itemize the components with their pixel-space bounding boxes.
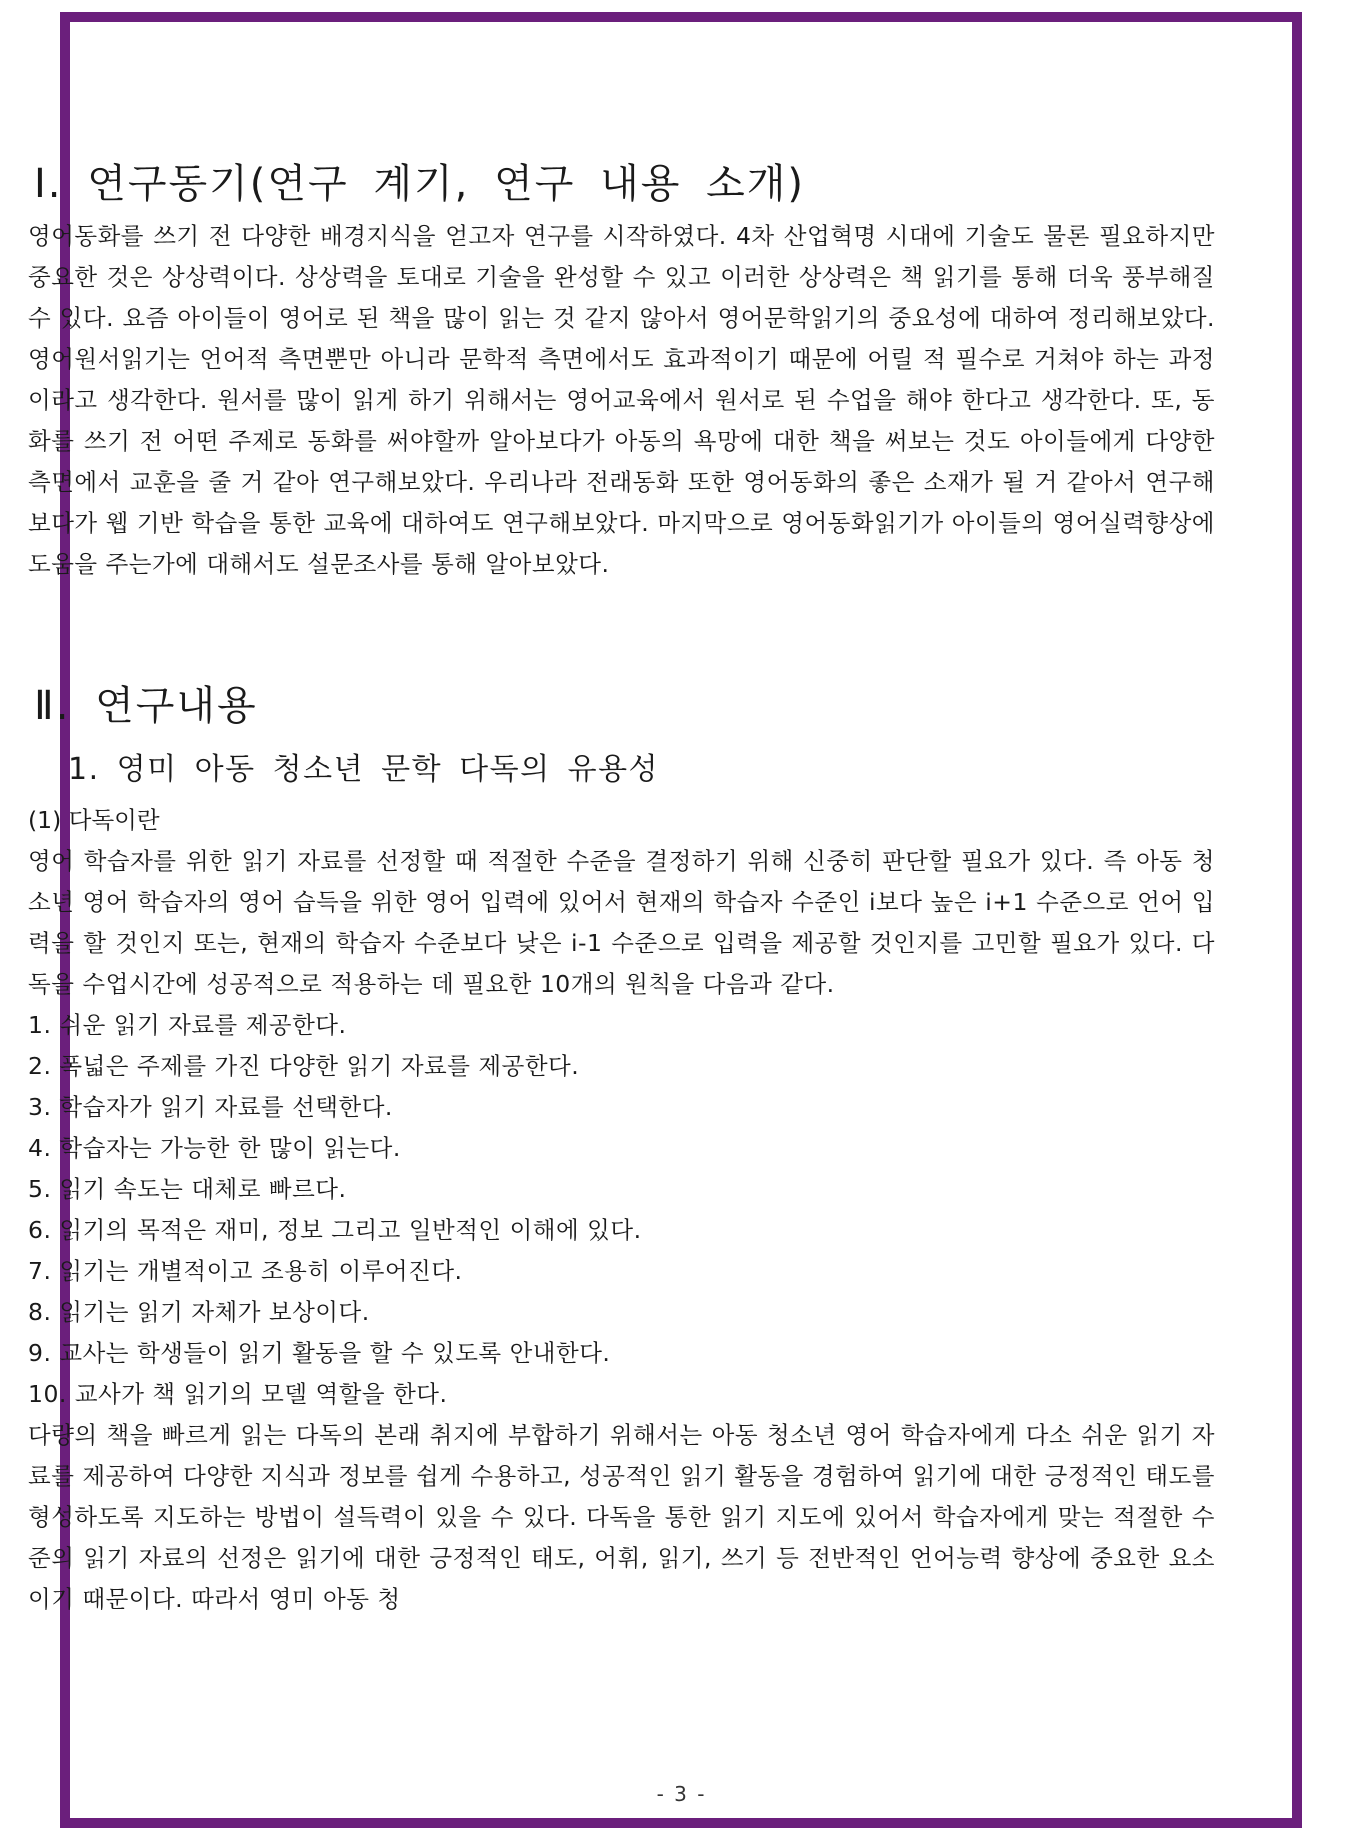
subsubsection-heading: (1) 다독이란 <box>28 806 160 834</box>
list-item: 3. 학습자가 읽기 자료를 선택한다. <box>28 1093 393 1121</box>
list-item: 7. 읽기는 개별적이고 조용히 이루어진다. <box>28 1257 463 1285</box>
section-1-paragraph: 영어동화를 쓰기 전 다양한 배경지식을 얻고자 연구를 시작하였다. 4차 산업혁명 시대에 기술도 물론 필요하지만 중요한 것은 상상력이다. 상상력을 토대로 기술을 완성할 수 있고 이러한 상상력은 책 읽기를 통해 더욱 풍부해질 수 있다. 요즘 아이들이 영어로 된 책을 많이 읽는 것 같지 않아서 영어문학읽기의 중요성에 대하여 정리해보았다. 영어원서읽기는 언어적 측면뿐만 아니라 문학적 측면에서도 효과적이기 때문에 어릴 적 필수로 거쳐야 하는 과정이라고 생각한다. 원서를 많이 읽게 하기 위해서는 영어교육에서 원서로 된 수업을 해야 한다고 생각한다. 또, 동화를 쓰기 전 어떤 주제로 동화를 써야할까 알아보다가 아동의 욕망에 대한 책을 써보는 것도 아이들에게 다양한 측면에서 교훈을 줄 거 같아 연구해보았다. 우리나라 전래동화 또한 영어동화의 좋은 소재가 될 거 같아서 연구해보다가 웹 기반 학습을 통한 교육에 대하여도 연구해보았다. 마지막으로 영어동화읽기가 아이들의 영어실력향상에 도움을 주는가에 대해서도 설문조사를 통해 알아보았다. <box>28 222 1215 578</box>
subsection-1-heading: 1. 영미 아동 청소년 문학 다독의 유용성 <box>68 752 660 787</box>
list-item: 2. 폭넓은 주제를 가진 다양한 읽기 자료를 제공한다. <box>28 1052 580 1080</box>
list-item: 5. 읽기 속도는 대체로 빠르다. <box>28 1175 347 1203</box>
section-2-heading: Ⅱ. 연구내용 <box>34 683 258 729</box>
intro-paragraph: 영어 학습자를 위한 읽기 자료를 선정할 때 적절한 수준을 결정하기 위해 신중히 판단할 필요가 있다. 즉 아동 청소년 영어 학습자의 영어 습득을 위한 영어 입력에 있어서 현재의 학습자 수준인 i보다 높은 i+1 수준으로 언어 입력을 할 것인지 또는, 현재의 학습자 수준보다 낮은 i-1 수준으로 입력을 제공할 것인지를 고민할 필요가 있다. 다독을 수업시간에 성공적으로 적용하는 데 필요한 10개의 원칙을 다음과 같다. <box>28 847 1215 998</box>
principles-list <box>28 1005 1215 1415</box>
page-number: - 3 - <box>656 1782 707 1806</box>
list-item: 9. 교사는 학생들이 읽기 활동을 할 수 있도록 안내한다. <box>28 1339 611 1367</box>
list-item: 6. 읽기의 목적은 재미, 정보 그리고 일반적인 이해에 있다. <box>28 1216 642 1244</box>
list-item: 4. 학습자는 가능한 한 많이 읽는다. <box>28 1134 401 1162</box>
section-1-heading: Ⅰ. 연구동기(연구 계기, 연구 내용 소개) <box>34 161 805 207</box>
list-item: 8. 읽기는 읽기 자체가 보상이다. <box>28 1298 370 1326</box>
conclusion-paragraph: 다량의 책을 빠르게 읽는 다독의 본래 취지에 부합하기 위해서는 아동 청소년 영어 학습자에게 다소 쉬운 읽기 자료를 제공하여 다양한 지식과 정보를 쉽게 수용하고, 성공적인 읽기 활동을 경험하여 읽기에 대한 긍정적인 태도를 형성하도록 지도하는 방법이 설득력이 있을 수 있다. 다독을 통한 읽기 지도에 있어서 학습자에게 맞는 적절한 수준의 읽기 자료의 선정은 읽기에 대한 긍정적인 태도, 어휘, 읽기, 쓰기 등 전반적인 언어능력 향상에 중요한 요소이기 때문이다. 따라서 영미 아동 청 <box>28 1421 1215 1613</box>
list-item: 1. 쉬운 읽기 자료를 제공한다. <box>28 1011 347 1039</box>
document-content <box>28 148 1215 1620</box>
list-item: 10. 교사가 책 읽기의 모델 역할을 한다. <box>28 1380 448 1408</box>
